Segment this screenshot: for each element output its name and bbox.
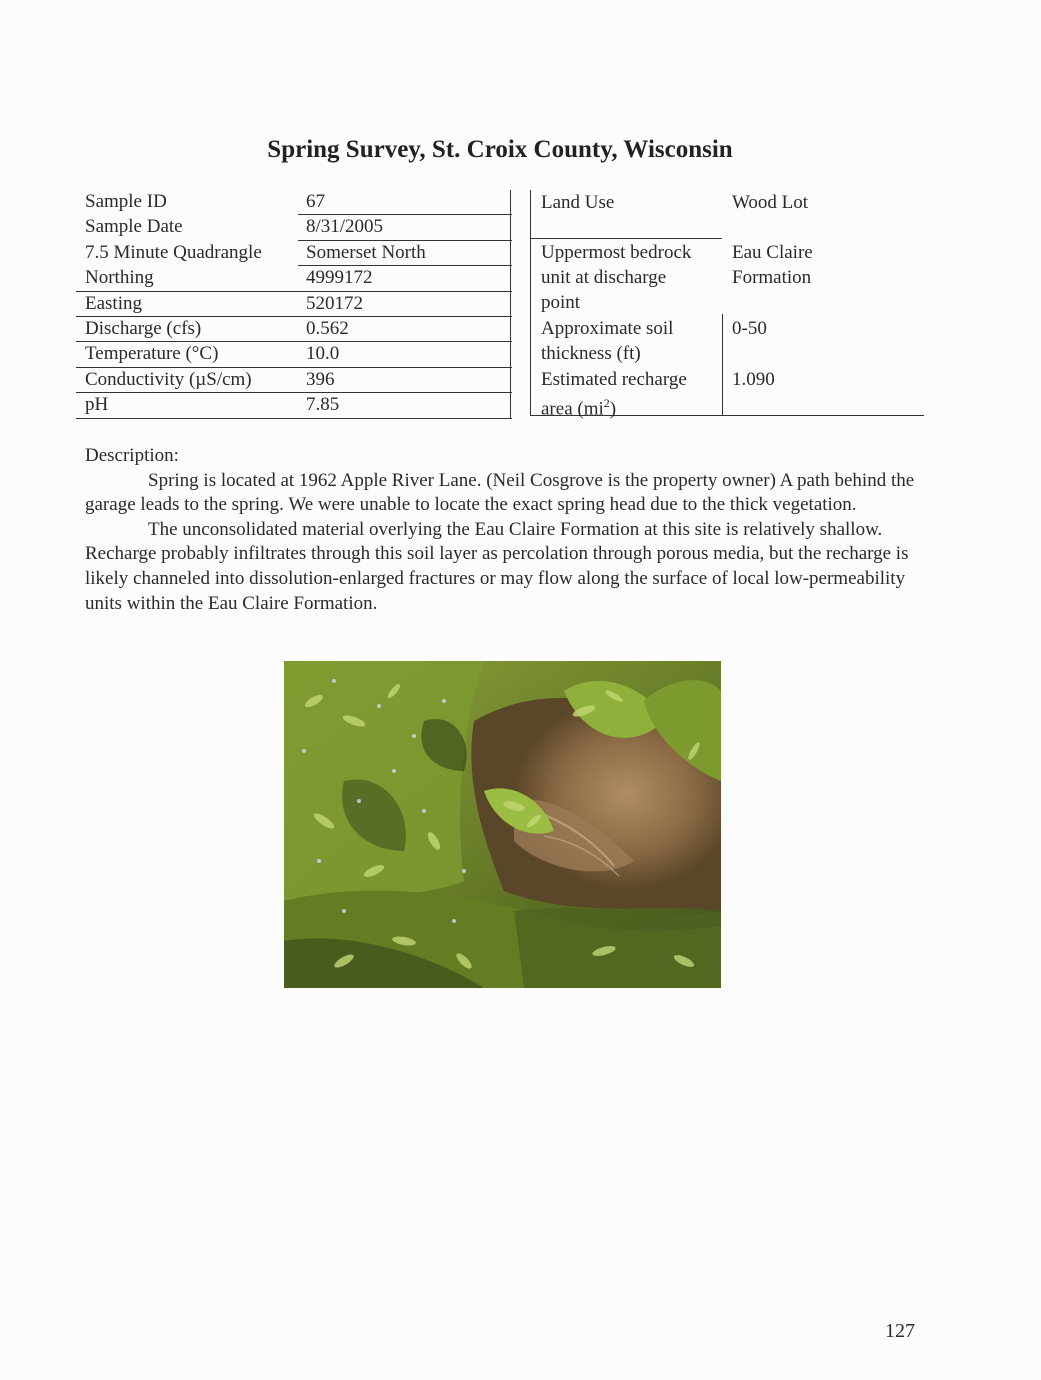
table-row <box>76 215 512 240</box>
description-heading: Description: <box>85 445 179 466</box>
land-use-label: Land Use <box>541 192 615 213</box>
recharge-unit-exponent: 2 <box>603 396 610 410</box>
land-use-value: Wood Lot <box>732 192 809 213</box>
recharge-unit-close: ) <box>609 398 617 420</box>
row-label: Northing <box>85 267 154 289</box>
page-title: Spring Survey, St. Croix County, Wisconsin <box>267 136 733 163</box>
row-label: Conductivity (µS/cm) <box>85 368 252 390</box>
table-divider <box>510 190 511 418</box>
row-label: pH <box>85 394 109 416</box>
vegetation-photo-illustration <box>284 661 721 988</box>
row-label: 7.5 Minute Quadrangle <box>85 241 262 263</box>
bedrock-label: point <box>541 292 581 313</box>
page-number: 127 <box>885 1320 915 1342</box>
table-row <box>76 342 512 367</box>
table-row <box>76 266 512 291</box>
recharge-unit-text: area (mi <box>541 398 604 420</box>
row-value: 4999172 <box>306 267 373 289</box>
row-label: Easting <box>85 292 142 314</box>
table-row <box>76 393 512 418</box>
table-divider <box>722 314 723 416</box>
table-row <box>76 292 512 317</box>
soil-thickness-label: thickness (ft) <box>541 343 641 364</box>
description-section <box>85 444 930 616</box>
sample-data-table <box>76 190 512 419</box>
recharge-area-label: Estimated recharge <box>541 369 687 390</box>
row-value: 396 <box>306 368 335 390</box>
table-row <box>76 317 512 342</box>
table-row <box>76 190 512 215</box>
row-label: Temperature (°C) <box>85 343 219 365</box>
table-row <box>76 241 512 266</box>
recharge-area-label <box>541 391 616 421</box>
soil-thickness-label: Approximate soil <box>541 318 674 339</box>
bedrock-value: Formation <box>732 267 812 288</box>
spring-site-photo <box>284 661 721 988</box>
row-label: Sample ID <box>85 191 167 212</box>
row-value: 8/31/2005 <box>306 216 384 238</box>
bedrock-label: Uppermost bedrock <box>541 242 692 263</box>
row-value: 67 <box>306 191 325 212</box>
row-value: Somerset North <box>306 241 426 263</box>
table-divider <box>530 190 531 416</box>
description-paragraph: Spring is located at 1962 Apple River Lane. (Neil Cosgrove is the property owner) A path behind the garage leads to the spring. We were unable to locate the exact spring head due to the thick vegetation. <box>85 469 915 516</box>
soil-thickness-value: 0-50 <box>732 318 767 339</box>
row-label: Sample Date <box>85 216 183 238</box>
site-characteristics-table <box>530 190 925 418</box>
table-row <box>76 368 512 393</box>
recharge-area-value: 1.090 <box>732 369 775 390</box>
bedrock-label: unit at discharge <box>541 267 667 288</box>
row-label: Discharge (cfs) <box>85 317 202 339</box>
row-value: 520172 <box>306 292 363 314</box>
description-paragraph: The unconsolidated material overlying the Eau Claire Formation at this site is relatively shallow. Recharge probably infiltrates through this soil layer as percolation through porous media, but the recharge is likely channeled into dissolution-enlarged fractures or may flow along the surface of local low-permeability units within the Eau Claire Formation. <box>85 518 909 614</box>
bedrock-value: Eau Claire <box>732 242 813 263</box>
row-value: 10.0 <box>306 343 340 365</box>
row-value: 7.85 <box>306 394 340 416</box>
table-divider <box>530 238 722 239</box>
row-value: 0.562 <box>306 317 349 339</box>
